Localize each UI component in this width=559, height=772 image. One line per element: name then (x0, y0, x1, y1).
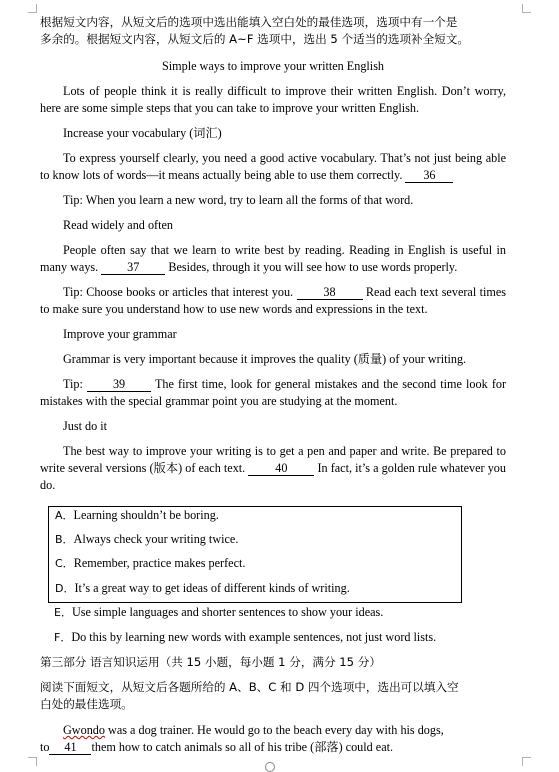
paragraph: Grammar is very important because it improves the quality (质量) of your writing. (63, 352, 467, 366)
passage-intro: Lots of people think it is really difficult to improve their written English. Don’t worry, here are some simple steps that you can take to improve your written English. (40, 84, 506, 115)
section-heading: Just do it (63, 419, 108, 433)
instruction-line: 阅读下面短文，从短文后各题所给的 A、B、C 和 D 四个选项中，选出可以填入空 (40, 680, 459, 694)
page-edge-mark (265, 762, 275, 772)
paragraph-text: To express yourself clearly, you need a good active vocabulary. That’s not just being able to know lots of words—it means actually being able to use them correctly. (40, 151, 506, 182)
section-heading: Improve your grammar (63, 327, 177, 341)
story-paragraph (40, 722, 506, 756)
paragraph (40, 443, 506, 494)
answer-blank-38[interactable]: 38 (297, 285, 363, 300)
options-box (48, 506, 462, 603)
tip: Tip: When you learn a new word, try to learn all the forms of that word. (63, 193, 414, 207)
answer-blank-41[interactable]: 41 (49, 740, 91, 755)
story-line: to 41 them how to catch animals so all of his tribe (部落) could eat. (40, 740, 394, 754)
page-corner-mark (522, 4, 531, 13)
option-e[interactable]: E．Use simple languages and shorter sentences to show your ideas. (54, 605, 384, 619)
tip (40, 284, 506, 318)
instruction-line: 多余的。根据短文内容，从短文后的 A~F 选项中，选出 5 个适当的选项补全短文。 (40, 32, 470, 46)
section-heading: Increase your vocabulary (词汇) (63, 126, 222, 140)
option-c[interactable]: C．Remember, practice makes perfect. (55, 556, 246, 570)
section-heading: Read widely and often (63, 218, 173, 232)
story-line: Gwondo was a dog trainer. He would go to the beach every day with his dogs, (63, 723, 444, 737)
paragraph-text: The best way to improve your writing is to get a pen and paper and write. Be prepared to write several versions (版本) of each text. (40, 444, 506, 475)
part3-heading: 第三部分 语言知识运用（共 15 小题，每小题 1 分，满分 15 分） (40, 655, 381, 669)
document-page (40, 14, 506, 494)
tip-text: Tip: Choose books or articles that interest you. (63, 285, 294, 299)
paragraph-text: People often say that we learn to write best by reading. Reading in English is useful in many ways. (40, 243, 506, 274)
paragraph (40, 242, 506, 276)
passage-title: Simple ways to improve your written English (161, 59, 385, 73)
page-corner-mark (28, 757, 37, 766)
instruction-line: 白处的最佳选项。 (40, 697, 133, 711)
paragraph (40, 150, 506, 184)
page-corner-mark (28, 4, 37, 13)
part3-instructions (40, 679, 506, 713)
tip-text: Read each text several times to make sure you understand how to use new words and expressions in the text. (40, 285, 506, 316)
answer-blank-39[interactable]: 39 (87, 377, 151, 392)
option-d[interactable]: D．It’s a great way to get ideas of different kinds of writing. (55, 581, 350, 595)
paragraph-text: Besides, through it you will see how to use words properly. (168, 260, 458, 274)
page-corner-mark (522, 757, 531, 766)
tip (40, 376, 506, 410)
option-f[interactable]: F．Do this by learning new words with example sentences, not just word lists. (54, 630, 437, 644)
tip-text: The first time, look for general mistakes and the second time look for mistakes with the special grammar point you are studying at the moment. (40, 377, 507, 408)
instruction-line: 根据短文内容，从短文后的选项中选出能填入空白处的最佳选项，选项中有一个是 (40, 15, 458, 29)
option-a[interactable]: A．Learning shouldn’t be boring. (55, 508, 219, 522)
answer-blank-36[interactable]: 36 (405, 168, 453, 183)
spellcheck-word: Gwondo (63, 723, 105, 737)
paragraph-text: In fact, it’s a golden rule whatever you do. (40, 461, 506, 492)
answer-blank-40[interactable]: 40 (248, 461, 314, 476)
answer-blank-37[interactable]: 37 (101, 260, 165, 275)
option-b[interactable]: B．Always check your writing twice. (55, 532, 239, 546)
tip-text: Tip: (63, 377, 83, 391)
section-instructions (40, 14, 506, 48)
